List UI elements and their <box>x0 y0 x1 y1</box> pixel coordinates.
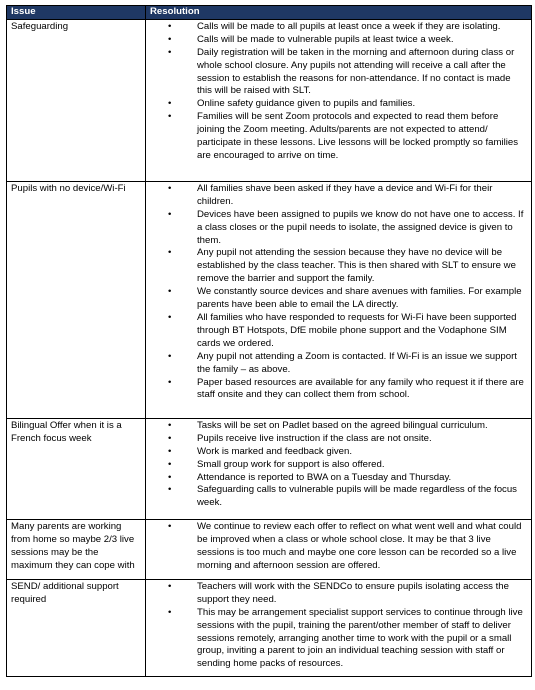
issue-cell: Safeguarding <box>7 19 146 181</box>
list-item: • Families will be sent Zoom protocols and expected to read them before joining the Zoom meeting. Adults/parents are not expected to attend/ participate in these lessons. Live lessons will be locked promptly so families are encouraged to arrive on time. <box>197 111 527 163</box>
list-item: • Attendance is reported to BWA on a Tuesday and Thursday. <box>197 472 527 485</box>
list-item: • Online safety guidance given to pupils and families. <box>197 98 527 111</box>
list-item: • Teachers will work with the SENDCo to ensure pupils isolating access the support they need. <box>197 581 527 607</box>
list-item: • Daily registration will be taken in the morning and afternoon during class or whole school closure. Any pupils not attending will receive a call after the session to establish the reasons for non-attendance. If no contact is made this will be raised with SLT. <box>197 47 527 99</box>
list-item: • Safeguarding calls to vulnerable pupils will be made regardless of the focus week. <box>197 484 527 510</box>
list-item: • Devices have been assigned to pupils we know do not have one to access. If a class closes or the pupil needs to isolate, the assigned device is given to them. <box>197 209 527 248</box>
resolution-list <box>150 581 527 671</box>
list-item: • Any pupil not attending the session because they have no device will be established by the class teacher. This is then shared with SLT to ensure we remove the barrier and support the family. <box>197 247 527 286</box>
list-item: • Work is marked and feedback given. <box>197 446 527 459</box>
list-item: • Tasks will be set on Padlet based on the agreed bilingual curriculum. <box>197 420 527 433</box>
list-item: • Small group work for support is also offered. <box>197 459 527 472</box>
table-row <box>7 181 532 418</box>
list-item: • Calls will be made to vulnerable pupils at least twice a week. <box>197 34 527 47</box>
table-row <box>7 418 532 519</box>
issue-cell: Pupils with no device/Wi-Fi <box>7 181 146 418</box>
list-item: • All families who have responded to requests for Wi-Fi have been supported through BT Hotspots, DfE mobile phone support and the Vodaphone SIM cards we ordered. <box>197 312 527 351</box>
table-row <box>7 579 532 676</box>
list-item: • Paper based resources are available for any family who request it if there are staff onsite and they can collect them from school. <box>197 377 527 403</box>
resolution-list <box>150 21 527 163</box>
issue-cell: SEND/ additional support required <box>7 579 146 676</box>
table-header-row <box>7 6 532 20</box>
header-issue: Issue <box>7 6 146 20</box>
resolution-cell <box>146 181 532 418</box>
issue-cell: Many parents are working from home so maybe 2/3 live sessions may be the maximum they can cope with <box>7 519 146 579</box>
list-item: • We constantly source devices and share avenues with families. For example parents have been able to email the LA directly. <box>197 286 527 312</box>
list-item: • This may be arrangement specialist support services to continue through live sessions with the pupil, training the parent/other member of staff to deliver sessions remotely, arranging another time to work with the pupil or a small group, inviting a parent to join an individual teaching session with staff or sending home packs of resources. <box>197 607 527 672</box>
resolution-cell <box>146 418 532 519</box>
remote-learning-table <box>6 5 532 677</box>
header-resolution: Resolution <box>146 6 532 20</box>
resolution-list <box>150 521 527 573</box>
resolution-cell <box>146 519 532 579</box>
list-item: • Pupils receive live instruction if the class are not onsite. <box>197 433 527 446</box>
table-row <box>7 519 532 579</box>
table-row <box>7 19 532 181</box>
list-item: • Calls will be made to all pupils at least once a week if they are isolating. <box>197 21 527 34</box>
issue-cell: Bilingual Offer when it is a French focus week <box>7 418 146 519</box>
resolution-list <box>150 420 527 510</box>
resolution-cell <box>146 19 532 181</box>
list-item: • We continue to review each offer to reflect on what went well and what could be improved when a class or whole school close. It may be that 3 live sessions is too much and maybe one core lesson can be recorded so a live morning and afternoon session are offered. <box>197 521 527 573</box>
resolution-list <box>150 183 527 402</box>
resolution-cell <box>146 579 532 676</box>
list-item: • Any pupil not attending a Zoom is contacted. If Wi-Fi is an issue we support the family – as above. <box>197 351 527 377</box>
list-item: • All families shave been asked if they have a device and Wi-Fi for their children. <box>197 183 527 209</box>
